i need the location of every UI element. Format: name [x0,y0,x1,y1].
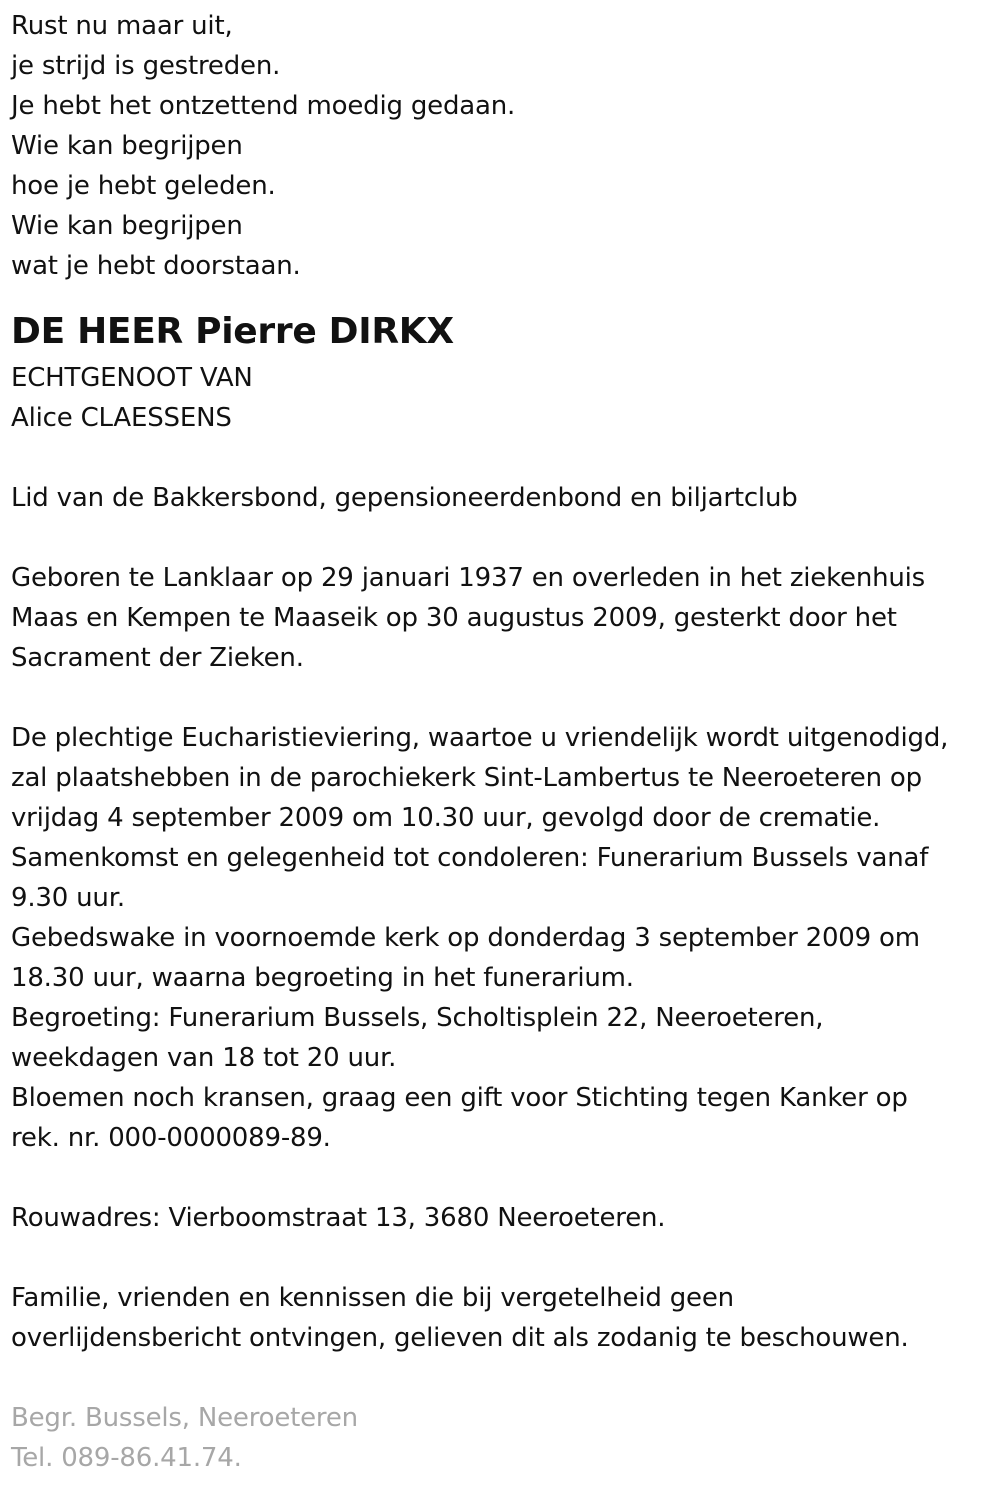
address-section [11,1198,1000,1238]
poem-line: Wie kan begrijpen [11,211,243,241]
ceremony-line: Begroeting: Funerarium Bussels, Scholtisplein 22, Neeroeteren, [11,1003,824,1033]
birth-death-line: Maas en Kempen te Maaseik op 30 augustus 2009, gesterkt door het [11,603,897,633]
notice-line: overlijdensbericht ontvingen, gelieven dit als zodanig te beschouwen. [11,1323,909,1353]
ceremony-line: vrijdag 4 september 2009 om 10.30 uur, gevolgd door de crematie. [11,803,881,833]
ceremony-line: 18.30 uur, waarna begroeting in het funerarium. [11,963,634,993]
poem [11,6,1000,286]
mourning-address: Rouwadres: Vierboomstraat 13, 3680 Neeroeteren. [11,1203,666,1233]
poem-line: Rust nu maar uit, [11,11,233,41]
poem-line: Je hebt het ontzettend moedig gedaan. [11,91,516,121]
ceremony-line: rek. nr. 000-0000089-89. [11,1123,331,1153]
notice-line: Familie, vrienden en kennissen die bij vergetelheid geen [11,1283,734,1313]
undertaker-footer [11,1398,1000,1478]
birth-death-section [11,558,1000,678]
ceremony-line: weekdagen van 18 tot 20 uur. [11,1043,397,1073]
poem-line: wat je hebt doorstaan. [11,251,301,281]
membership-text: Lid van de Bakkersbond, gepensioneerdenbond en biljartclub [11,483,798,513]
ceremony-line: Samenkomst en gelegenheid tot condoleren: Funerarium Bussels vanaf [11,843,929,873]
ceremony-line: Bloemen noch kransen, graag een gift voor Stichting tegen Kanker op [11,1083,908,1113]
membership-section [11,478,1000,518]
undertaker-phone: Tel. 089-86.41.74. [11,1443,242,1473]
birth-death-line: Geboren te Lanklaar op 29 januari 1937 en overleden in het ziekenhuis [11,563,926,593]
undertaker-name: Begr. Bussels, Neeroeteren [11,1403,358,1433]
ceremony-line: 9.30 uur. [11,883,125,913]
ceremony-line: Gebedswake in voornoemde kerk op donderdag 3 september 2009 om [11,923,920,953]
ceremony-line: De plechtige Eucharistieviering, waartoe u vriendelijk wordt uitgenodigd, [11,723,949,753]
ceremony-section [11,718,1000,1158]
spouse-name: Alice CLAESSENS [11,403,232,433]
deceased-name: DE HEER Pierre DIRKX [11,311,454,352]
notice-section [11,1278,1000,1358]
poem-line: Wie kan begrijpen [11,131,243,161]
birth-death-line: Sacrament der Zieken. [11,643,304,673]
ceremony-line: zal plaatshebben in de parochiekerk Sint-Lambertus te Neeroeteren op [11,763,922,793]
poem-line: hoe je hebt geleden. [11,171,276,201]
relation-label: ECHTGENOOT VAN [11,363,253,393]
poem-line: je strijd is gestreden. [11,51,281,81]
